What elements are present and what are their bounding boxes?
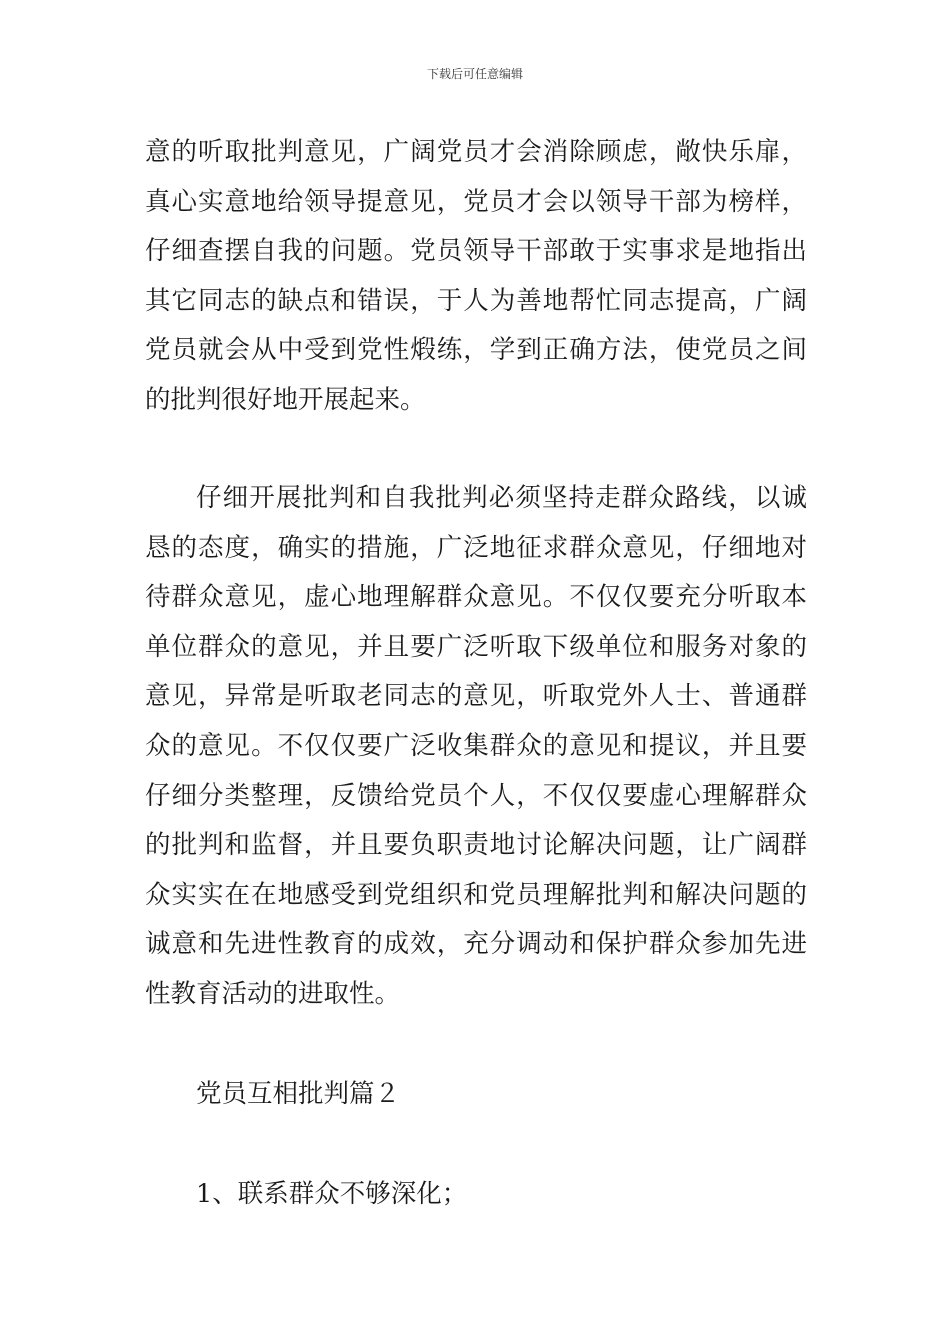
page-header: 下载后可任意编辑 xyxy=(426,67,523,81)
list-item: 1、联系群众不够深化； xyxy=(196,1179,468,1209)
section-heading: 党员互相批判篇２ xyxy=(196,1079,401,1109)
paragraph-1: 意的听取批判意见，广阔党员才会消除顾虑，敞快乐扉，真心实意地给领导提意见，党员才会以领导干部为榜样，仔细查摆自我的问题。党员领导干部敢于实事求是地指出其它同志的缺点和错误，于人为善地帮忙同志提高，广阔党员就会从中受到党性煅练，学到正确方法，使党员之间的批判很好地开展起来。 xyxy=(145,137,807,415)
paragraph-2: 仔细开展批判和自我批判必须坚持走群众路线，以诚恳的态度，确实的措施，广泛地征求群众意见，仔细地对待群众意见，虚心地理解群众意见。不仅仅要充分听取本单位群众的意见，并且要广泛听取下级单位和服务对象的意见，异常是听取老同志的意见，听取党外人士、普通群众的意见。不仅仅要广泛收集群众的意见和提议，并且要仔细分类整理，反馈给党员个人，不仅仅要虚心理解群众的批判和监督，并且要负职责地讨论解决问题，让广阔群众实实在在地感受到党组织和党员理解批判和解决问题的诚意和先进性教育的成效，充分调动和保护群众参加先进性教育活动的进取性。 xyxy=(145,483,807,1009)
